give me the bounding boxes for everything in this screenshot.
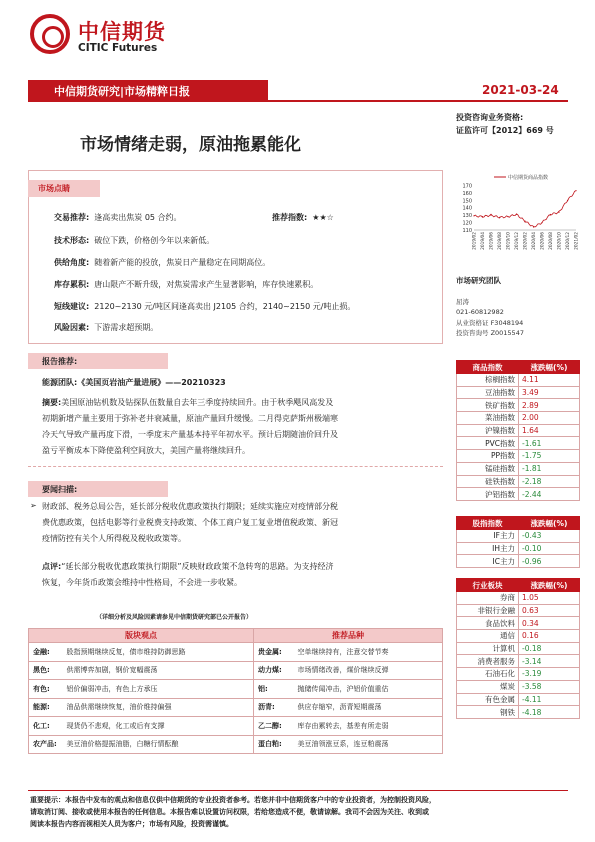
pick-label: 沥青: <box>257 703 275 712</box>
bullet-arrow-icon: ➢ <box>30 501 37 510</box>
row-value: -3.19 <box>519 668 580 681</box>
summary-key: 技术形态: <box>54 236 90 245</box>
summary-row-supply <box>54 257 270 268</box>
row-value: -0.10 <box>519 542 580 555</box>
data-point <box>541 222 542 223</box>
data-point <box>567 200 568 201</box>
sector-label: 能源: <box>33 703 50 712</box>
row-label: 硅铁指数 <box>457 475 519 488</box>
row-label: 食品饮料 <box>457 617 519 630</box>
row-value: -3.58 <box>519 680 580 693</box>
commodity-index-chart <box>454 172 580 260</box>
table-row <box>457 604 580 617</box>
y-tick-label: 140 <box>462 205 472 212</box>
row-label: IC主力 <box>457 555 519 568</box>
pick-label: 贵金属: <box>257 647 282 656</box>
summary-key: 供给角度: <box>54 258 90 267</box>
news-line: 疫情防控有关个人所得税及税收政策等。 <box>42 534 186 543</box>
table-row <box>457 475 580 488</box>
x-tick-label: 2019/06 <box>489 232 495 250</box>
footer-divider <box>28 790 568 791</box>
sector-col2: 推荐品种 <box>253 629 442 643</box>
analyst-license2: 投资咨询号 Z0015547 <box>456 329 524 337</box>
x-tick-label: 2020/10 <box>557 232 563 250</box>
page-title: 市场情绪走弱，原油拖累能化 <box>80 135 301 155</box>
row-label: 券商 <box>457 592 519 605</box>
summary-tab-label: 市场点睛 <box>38 184 70 193</box>
x-tick-label: 2019/10 <box>506 232 512 250</box>
x-tick-label: 2019/04 <box>481 232 486 250</box>
pick-view: 抛储传闻冲击，沪铝价值重估 <box>293 680 442 699</box>
rating-stars: ★★☆ <box>312 213 334 222</box>
x-tick-label: 2020/02 <box>523 232 529 250</box>
row-value: -4.18 <box>519 706 580 719</box>
pick-view: 市场情绪改善，煤价继续反弹 <box>293 661 442 680</box>
row-value: -1.75 <box>519 450 580 463</box>
row-value: -1.81 <box>519 462 580 475</box>
report-section-header <box>28 353 168 369</box>
detail-note: （详细分析及风险因素请参见中信期货研究部已公开报告） <box>96 614 253 621</box>
row-label: 菜油指数 <box>457 412 519 425</box>
x-tick-label: 2020/04 <box>532 232 537 250</box>
cert-line2: 证监许可【2012】669 号 <box>456 126 554 135</box>
row-label: 沪镍指数 <box>457 424 519 437</box>
row-value: -2.44 <box>519 488 580 501</box>
table-row <box>457 530 580 543</box>
x-tick-label: 2019/08 <box>498 232 503 250</box>
sector-view: 美豆油价格提振油脂，白糖行情酝酿 <box>63 735 254 754</box>
summary-row-stock <box>54 279 318 290</box>
table-row <box>457 462 580 475</box>
row-label: 沪铝指数 <box>457 488 519 501</box>
row-label: 棕榈指数 <box>457 374 519 387</box>
y-tick-label: 160 <box>462 190 472 197</box>
summary-value: 破位下跌，价格创今年以来新低。 <box>94 236 215 245</box>
data-point <box>482 216 483 217</box>
citic-logo-icon <box>30 14 70 54</box>
table-row <box>29 661 443 680</box>
sector-view: 现货仍不悲观，化工或后有支撑 <box>63 717 254 736</box>
summary-key: 风险因素: <box>54 323 90 332</box>
report-source: 能源团队:《美国页岩油产量进展》——20210323 <box>42 378 226 387</box>
row-label: 锰硅指数 <box>457 462 519 475</box>
row-value: 0.63 <box>519 604 580 617</box>
table-row <box>457 706 580 719</box>
pick-view: 美豆油领涨豆系，连豆粕震荡 <box>293 735 442 754</box>
abstract-line: 初期新增产量主要用于弥补老井衰减量，原油产量回升缓慢。二月得克萨斯州极端寒 <box>42 414 338 423</box>
sector-label: 有色: <box>33 684 50 693</box>
summary-row-risk <box>54 322 158 333</box>
table-row <box>457 655 580 668</box>
row-value: -2.18 <box>519 475 580 488</box>
pick-view: 空单继续持有，注意交替节奏 <box>293 643 442 662</box>
row-value: -0.18 <box>519 642 580 655</box>
col-header: 行业板块 <box>457 579 519 592</box>
abstract-line: 美国原油钻机数及钻探队伍数量自去年三季度持续回升。由于秋季飓风高发及 <box>61 398 334 407</box>
sector-label: 化工: <box>33 721 50 730</box>
data-point <box>550 214 551 215</box>
index-table <box>456 516 580 568</box>
row-label: 消费者服务 <box>457 655 519 668</box>
x-tick-label: 2020/12 <box>566 232 571 250</box>
rating-key: 推荐指数: <box>272 213 308 222</box>
x-tick-label: 2021/02 <box>574 232 580 250</box>
row-value: 4.11 <box>519 374 580 387</box>
table-row <box>457 374 580 387</box>
row-value: 2.89 <box>519 399 580 412</box>
x-tick-label: 2019/12 <box>515 232 520 250</box>
summary-row-trade <box>54 212 182 223</box>
sector-view: 股指预期继续反复，债市维持防御思路 <box>63 643 254 662</box>
data-point <box>558 212 559 213</box>
x-tick-label: 2019/02 <box>472 232 478 250</box>
footer-line: 重要提示：本报告中发布的观点和信息仅供中信期货的专业投资者参考。若您并非中信期货客户中的专业投资者，为控制投资风险， <box>30 796 436 804</box>
sector-view: 供需博弈加剧，钢价宽幅震荡 <box>63 661 254 680</box>
col-header: 涨跌幅(%) <box>519 579 580 592</box>
summary-key: 短线建议: <box>54 302 90 311</box>
data-point <box>524 220 525 221</box>
row-label: 有色金属 <box>457 693 519 706</box>
y-tick-label: 110 <box>462 228 472 234</box>
summary-value: 随着新产能的投放，焦炭日产量稳定在同期高位。 <box>94 258 271 267</box>
table-row <box>457 555 580 568</box>
comment-line: 恢复，今年货币政策会维持中性格局，不会进一步收紧。 <box>42 578 242 587</box>
summary-key: 库存累积: <box>54 280 90 289</box>
row-value: -0.43 <box>519 530 580 543</box>
sector-col1: 版块观点 <box>29 629 254 643</box>
row-value: 0.16 <box>519 630 580 643</box>
pick-view: 库存由累转去，基差有所走弱 <box>293 717 442 736</box>
row-value: 1.05 <box>519 592 580 605</box>
row-label: 非银行金融 <box>457 604 519 617</box>
y-tick-label: 130 <box>462 213 472 220</box>
summary-row-short <box>54 301 355 312</box>
data-point <box>507 216 508 217</box>
header-bar <box>28 80 268 100</box>
summary-value: 唐山限产不断升级，对焦炭需求产生显著影响，库存快速累积。 <box>94 280 319 289</box>
pick-label: 乙二醇: <box>257 721 282 730</box>
sector-label: 黑色: <box>33 666 50 675</box>
row-label: 通信 <box>457 630 519 643</box>
pick-view: 供应存缩窄，沥青短期震荡 <box>293 698 442 717</box>
summary-key: 交易推荐: <box>54 213 90 222</box>
row-label: 铁矿指数 <box>457 399 519 412</box>
row-label: 煤炭 <box>457 680 519 693</box>
data-point <box>499 217 500 218</box>
commodity-table <box>456 360 580 501</box>
sector-label: 金融: <box>33 647 50 656</box>
row-label: PVC指数 <box>457 437 519 450</box>
row-label: PP指数 <box>457 450 519 463</box>
table-row <box>457 437 580 450</box>
row-label: 石油石化 <box>457 668 519 681</box>
summary-tab <box>28 180 100 197</box>
summary-value: 下游需求超预期。 <box>94 323 159 332</box>
analyst-name: 屈涛 <box>456 298 469 306</box>
col-header: 商品指数 <box>457 361 519 374</box>
pick-label: 蛋白粕: <box>257 740 282 749</box>
news-line: 财政部、税务总局公告，延长部分税收优惠政策执行期限；延续实施应对疫情部分税 <box>42 502 338 511</box>
table-row <box>457 399 580 412</box>
col-header: 股指指数 <box>457 517 519 530</box>
abstract-line: 盈亏平衡成本下降使盈利空间放大，美国产量将继续回升。 <box>42 446 250 455</box>
table-row <box>457 642 580 655</box>
y-tick-label: 170 <box>462 183 472 190</box>
row-value: -3.14 <box>519 655 580 668</box>
summary-row-tech <box>54 235 214 246</box>
y-tick-label: 120 <box>462 220 472 227</box>
data-point <box>490 215 491 216</box>
data-point <box>575 190 576 191</box>
table-row <box>457 488 580 501</box>
row-label: 计算机 <box>457 642 519 655</box>
row-value: 2.00 <box>519 412 580 425</box>
summary-row-rating <box>272 212 334 223</box>
table-row <box>29 698 443 717</box>
table-row <box>29 717 443 736</box>
footer-disclaimer <box>30 794 570 830</box>
pick-label: 铝: <box>257 684 268 693</box>
table-row <box>29 735 443 754</box>
report-abstract <box>42 395 442 459</box>
row-value: 3.49 <box>519 386 580 399</box>
table-row <box>457 680 580 693</box>
logo-cn: 中信期货 <box>78 20 166 44</box>
table-row <box>457 450 580 463</box>
sector-table <box>28 628 443 754</box>
table-row <box>457 592 580 605</box>
divider <box>28 466 443 467</box>
news-section-title: 要闻扫描: <box>42 485 78 494</box>
footer-line: 请取消订阅、接收或使用本报告的任何信息。本报告难以设置访问权限，若给您造成不便，敬请谅解。我司不会因为关注、收到或 <box>30 808 429 816</box>
report-section-title: 报告推荐: <box>42 357 78 366</box>
table-row <box>457 630 580 643</box>
table-row <box>457 424 580 437</box>
row-value: 0.34 <box>519 617 580 630</box>
table-row <box>457 617 580 630</box>
row-label: 钢铁 <box>457 706 519 719</box>
team-name: 市场研究团队 <box>456 276 501 285</box>
abstract-line: 冷天气导致产量再度下滑，一季度末产量基本持平年初水平。预计后期随油价回升及 <box>42 430 338 439</box>
news-line: 费优惠政策，包括电影等行业税费支持政策、个体工商户复工复业增值税政策、新冠 <box>42 518 338 527</box>
row-label: IH主力 <box>457 542 519 555</box>
news-bullet <box>42 499 442 547</box>
table-row <box>29 680 443 699</box>
sector-view: 铝价偏弱冲击，有色上方承压 <box>63 680 254 699</box>
pick-label: 动力煤: <box>257 666 282 675</box>
col-header: 涨跌幅(%) <box>519 517 580 530</box>
data-point <box>473 215 474 216</box>
x-tick-label: 2020/08 <box>549 232 554 250</box>
row-value: -4.11 <box>519 693 580 706</box>
row-value: -1.61 <box>519 437 580 450</box>
row-value: 1.64 <box>519 424 580 437</box>
news-comment <box>42 559 442 591</box>
row-label: 豆油指数 <box>457 386 519 399</box>
data-point <box>516 214 517 215</box>
table-row <box>29 643 443 662</box>
analyst-phone: 021-60812982 <box>456 308 504 316</box>
industry-table <box>456 578 580 719</box>
table-row <box>457 668 580 681</box>
data-point <box>533 226 534 227</box>
header-bar-label: 中信期货研究|市场精粹日报 <box>54 85 191 98</box>
abstract-label: 摘要: <box>42 398 62 407</box>
legend-label: 中信期货商品指数 <box>508 175 549 181</box>
summary-value: 2120~2130 元/吨区间逢高卖出 J2105 合约，2140~2150 元/吨止损。 <box>94 302 356 311</box>
table-row <box>457 412 580 425</box>
row-value: -0.96 <box>519 555 580 568</box>
cert-line1: 投资咨询业务资格: <box>456 113 524 122</box>
sector-label: 农产品: <box>33 740 57 749</box>
news-section-header <box>28 481 168 497</box>
header-divider <box>28 100 568 102</box>
summary-value: 逢高卖出焦炭 05 合约。 <box>94 213 182 222</box>
comment-line: “延长部分税收优惠政策执行期限”反映财政政策不急转弯的思路。为支持经济 <box>61 562 334 571</box>
row-label: IF主力 <box>457 530 519 543</box>
comment-label: 点评: <box>42 562 62 571</box>
logo-en: CITIC Futures <box>78 42 158 54</box>
y-tick-label: 150 <box>462 198 472 205</box>
report-date: 2021-03-24 <box>482 83 559 97</box>
table-row <box>457 542 580 555</box>
analyst-license1: 从业资格证 F3048194 <box>456 319 524 327</box>
table-row <box>457 386 580 399</box>
sector-view: 油品供需继续恢复，油价维持偏强 <box>63 698 254 717</box>
x-tick-label: 2020/06 <box>540 232 546 250</box>
footer-line: 阅读本报告内容而视相关人员为客户；市场有风险，投资需谨慎。 <box>30 820 233 828</box>
table-row <box>457 693 580 706</box>
col-header: 涨跌幅(%) <box>519 361 580 374</box>
